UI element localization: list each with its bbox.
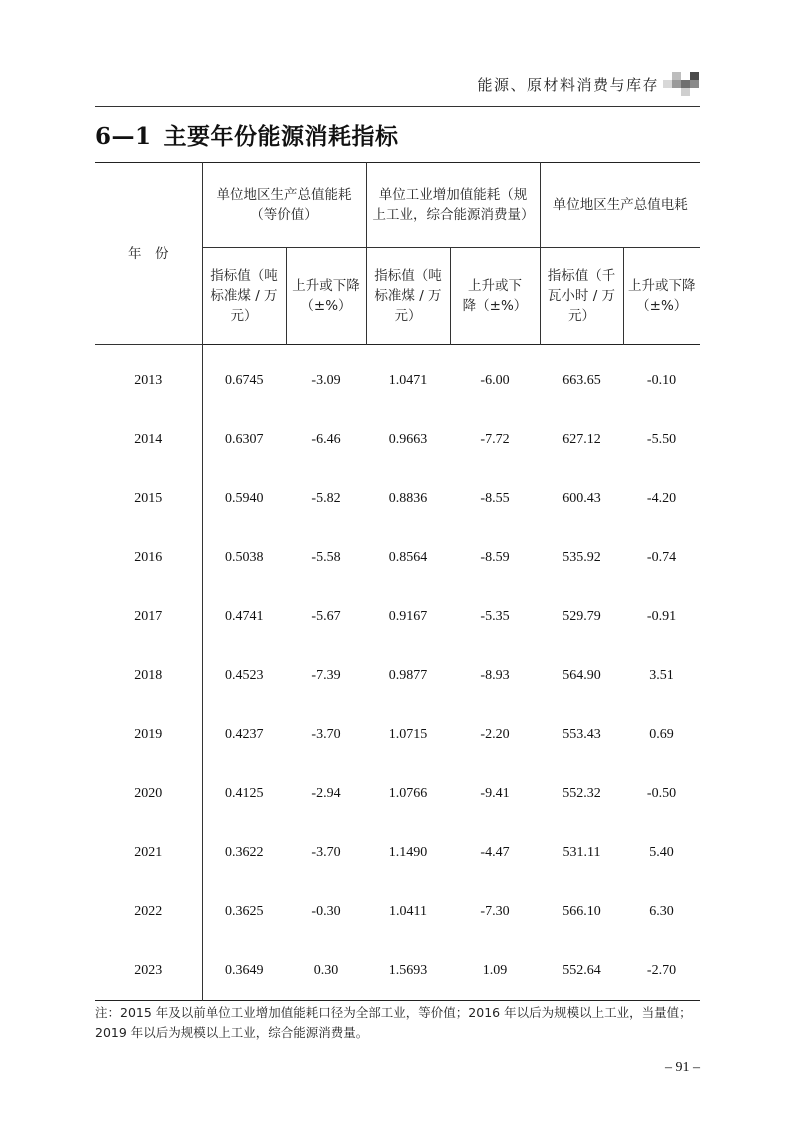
group-header-industry-energy: 单位工业增加值能耗（规上工业，综合能源消费量） — [366, 163, 540, 248]
value-cell: -0.30 — [311, 903, 341, 919]
table-row — [95, 528, 700, 587]
value-cell: 0.30 — [313, 962, 339, 978]
group-header-gdp-electricity: 单位地区生产总值电耗 — [540, 163, 700, 248]
value-cell: -5.67 — [311, 608, 341, 624]
value-cell: -0.10 — [646, 372, 677, 388]
value-cell: 0.6307 — [225, 431, 264, 447]
value-cell: 627.12 — [562, 431, 601, 447]
table-number: 6—1 — [95, 123, 152, 150]
value-cell: 552.64 — [562, 962, 601, 978]
value-cell: -5.50 — [646, 431, 677, 447]
group-header-gdp-energy: 单位地区生产总值能耗（等价值） — [202, 163, 366, 248]
year-cell: 2019 — [95, 705, 202, 764]
year-cell: 2015 — [95, 469, 202, 528]
value-cell: 0.5940 — [225, 490, 264, 506]
value-cell: 0.5038 — [225, 549, 264, 565]
value-cell: -0.74 — [646, 549, 677, 565]
value-cell: -4.47 — [480, 844, 510, 860]
value-cell: -3.70 — [311, 844, 341, 860]
year-cell: 2017 — [95, 587, 202, 646]
energy-indicator-table — [95, 162, 700, 1001]
table-row — [95, 882, 700, 941]
header-rule — [95, 106, 700, 107]
value-cell: -4.20 — [646, 490, 677, 506]
value-cell: 535.92 — [562, 549, 601, 565]
subheader-change: 上升或下降（±%） — [286, 248, 366, 345]
value-cell: 564.90 — [562, 667, 601, 683]
value-cell: 552.32 — [562, 785, 601, 801]
value-cell: 0.4741 — [225, 608, 264, 624]
table-row — [95, 587, 700, 646]
value-cell: 529.79 — [562, 608, 601, 624]
value-cell: 0.8564 — [388, 549, 428, 565]
subheader-value: 指标值（吨标准煤 / 万元） — [202, 248, 286, 345]
value-cell: 1.0766 — [388, 785, 428, 801]
value-cell: -5.82 — [311, 490, 341, 506]
year-cell: 2013 — [95, 345, 202, 411]
table-title: 主要年份能源消耗指标 — [163, 124, 399, 150]
value-cell: -9.41 — [480, 785, 510, 801]
page-title — [95, 118, 399, 151]
table-row — [95, 705, 700, 764]
value-cell: 0.3622 — [225, 844, 264, 860]
year-column-header: 年 份 — [95, 163, 202, 345]
value-cell: 3.51 — [649, 667, 674, 683]
value-cell: -5.58 — [311, 549, 341, 565]
subheader-value: 指标值（千瓦小时 / 万元） — [540, 248, 623, 345]
value-cell: 1.0471 — [388, 372, 428, 388]
value-cell: 5.40 — [649, 844, 674, 860]
table-row — [95, 410, 700, 469]
table-row — [95, 646, 700, 705]
value-cell: 0.4125 — [225, 785, 264, 801]
value-cell: -8.55 — [480, 490, 510, 506]
value-cell: 0.4523 — [225, 667, 264, 683]
value-cell: 6.30 — [649, 903, 674, 919]
table-row — [95, 941, 700, 1001]
year-cell: 2023 — [95, 941, 202, 1001]
subheader-change: 上升或下降（±%） — [628, 278, 696, 314]
table-row — [95, 345, 700, 411]
value-cell: 600.43 — [562, 490, 601, 506]
value-cell: 566.10 — [562, 903, 601, 919]
header-decoration — [663, 72, 699, 96]
value-cell: -2.20 — [480, 726, 510, 742]
value-cell: -2.70 — [646, 962, 677, 978]
year-cell: 2018 — [95, 646, 202, 705]
table-row — [95, 469, 700, 528]
value-cell: -3.09 — [311, 372, 341, 388]
value-cell: 1.09 — [482, 962, 508, 978]
value-cell: -7.30 — [480, 903, 510, 919]
table-row — [95, 764, 700, 823]
value-cell: 0.3625 — [225, 903, 264, 919]
year-cell: 2020 — [95, 764, 202, 823]
year-cell: 2022 — [95, 882, 202, 941]
value-cell: 1.0715 — [388, 726, 428, 742]
year-cell: 2016 — [95, 528, 202, 587]
year-cell: 2014 — [95, 410, 202, 469]
table-row — [95, 823, 700, 882]
value-cell: 0.3649 — [225, 962, 264, 978]
value-cell: -5.35 — [480, 608, 510, 624]
value-cell: 0.9167 — [388, 608, 428, 624]
value-cell: 1.1490 — [388, 844, 428, 860]
footnote: 注：2015 年及以前单位工业增加值能耗口径为全部工业，等价值；2016 年以后为规模以上工业，当量值；2019 年以后为规模以上工业，综合能源消费量。 — [95, 1005, 692, 1040]
value-cell: -0.91 — [646, 608, 677, 624]
page-number: – 91 – — [665, 1060, 700, 1075]
value-cell: -0.50 — [646, 785, 677, 801]
value-cell: 0.69 — [649, 726, 674, 742]
value-cell: 0.6745 — [225, 372, 264, 388]
value-cell: -2.94 — [311, 785, 341, 801]
value-cell: 1.5693 — [388, 962, 428, 978]
value-cell: -8.59 — [480, 549, 510, 565]
subheader-change: 上升或下降（±%） — [450, 248, 540, 345]
subheader-value: 指标值（吨标准煤 / 万元） — [366, 248, 450, 345]
value-cell: 663.65 — [562, 372, 601, 388]
value-cell: -7.39 — [311, 667, 341, 683]
value-cell: 1.0411 — [389, 903, 427, 919]
value-cell: -3.70 — [311, 726, 341, 742]
value-cell: -6.46 — [311, 431, 341, 447]
value-cell: 553.43 — [562, 726, 601, 742]
value-cell: -7.72 — [480, 431, 510, 447]
value-cell: 0.9663 — [388, 431, 428, 447]
value-cell: -6.00 — [480, 372, 510, 388]
value-cell: 0.4237 — [225, 726, 264, 742]
year-cell: 2021 — [95, 823, 202, 882]
value-cell: 531.11 — [562, 844, 601, 860]
value-cell: 0.9877 — [388, 667, 428, 683]
running-header: 能源、原材料消费与库存 — [477, 76, 659, 94]
value-cell: 0.8836 — [388, 490, 428, 506]
value-cell: -8.93 — [480, 667, 510, 683]
